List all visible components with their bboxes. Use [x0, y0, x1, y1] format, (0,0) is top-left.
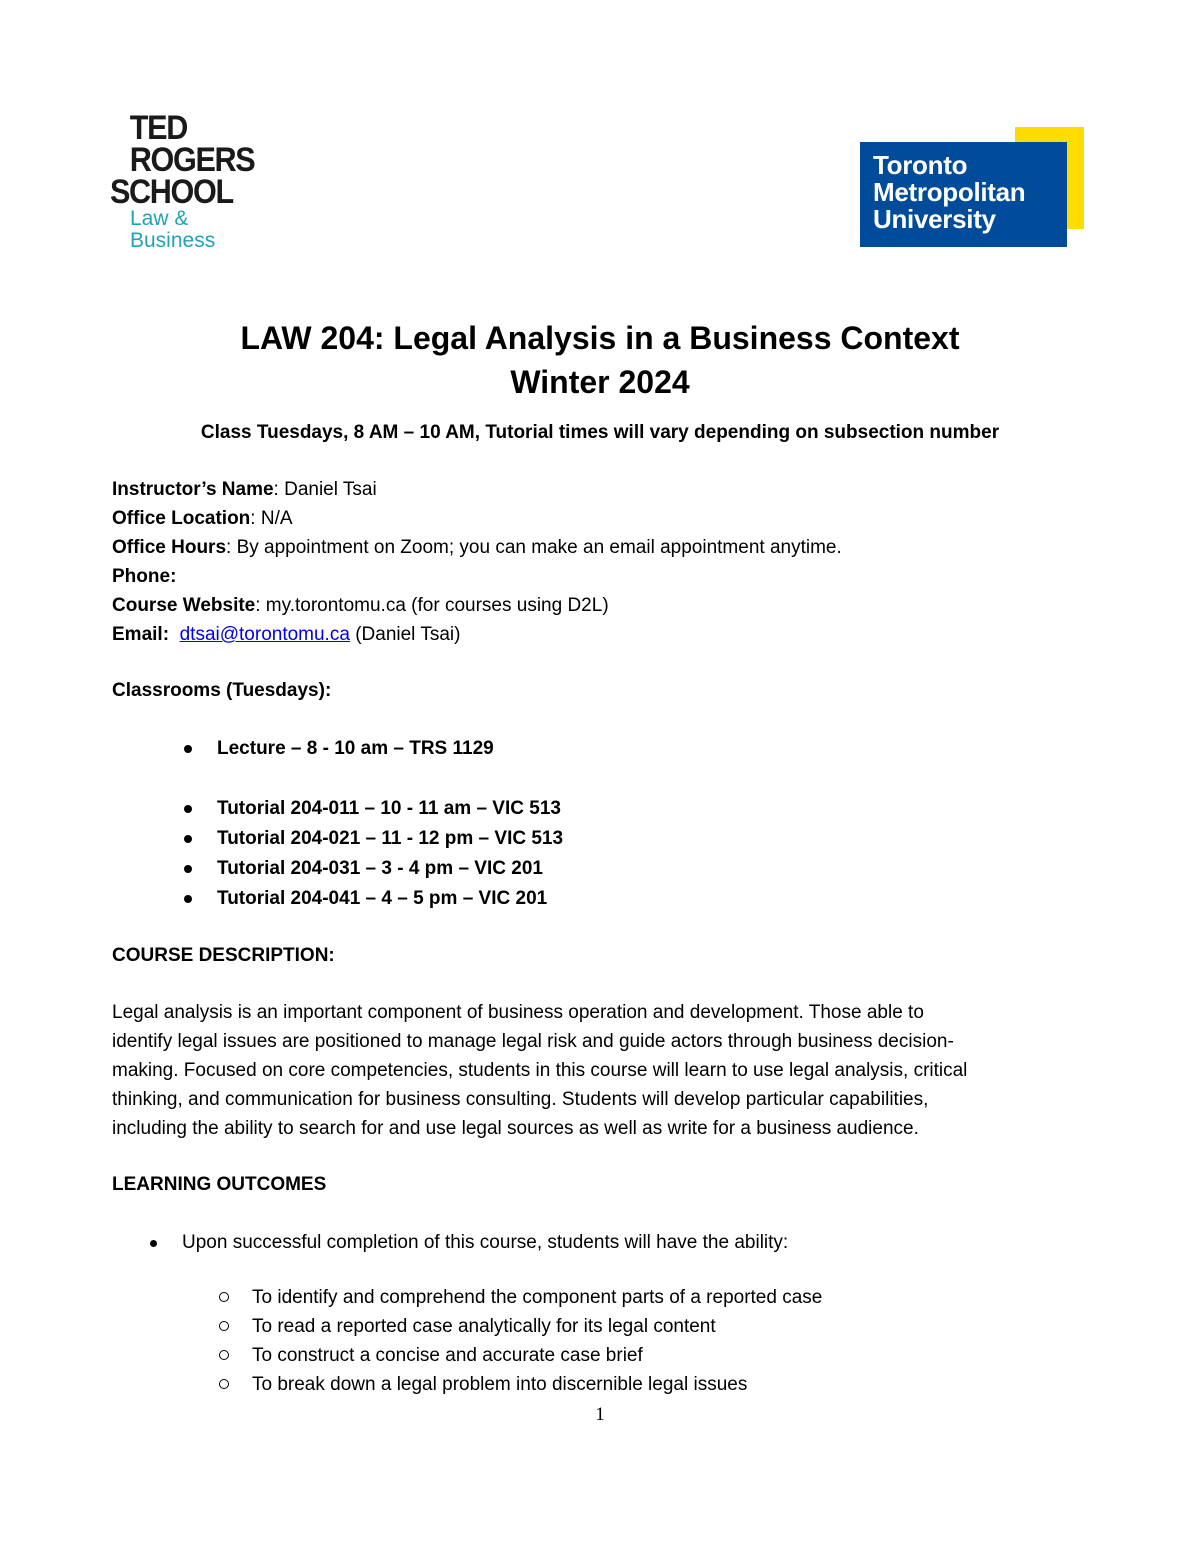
list-item: Tutorial 204-041 – 4 – 5 pm – VIC 201 — [180, 884, 563, 914]
paragraph-line: thinking, and communication for business consulting. Students will develop particular capabilities, — [112, 1089, 929, 1110]
phone-row — [112, 562, 842, 591]
logo-blue-block — [860, 142, 1067, 247]
list-item: To identify and comprehend the component parts of a reported case — [216, 1283, 822, 1312]
lecture-list — [180, 734, 494, 764]
phone-label: Phone — [112, 566, 171, 587]
email-row — [112, 620, 842, 649]
logo-text: Metropolitan — [873, 177, 1026, 207]
logo-text: TED — [129, 109, 187, 147]
course-description-text — [112, 998, 1088, 1143]
logo-text: Business — [130, 229, 216, 252]
email-link[interactable]: dtsai@torontomu.ca — [179, 624, 350, 645]
email-label: Email — [112, 624, 163, 645]
paragraph-line: Legal analysis is an important component of business operation and development. Those able to — [112, 1002, 924, 1023]
paragraph-line: making. Focused on core competencies, students in this course will learn to use legal analysis, critical — [112, 1060, 968, 1081]
ted-rogers-school-logo — [110, 109, 280, 252]
office-hours-value: : By appointment on Zoom; you can make an email appointment anytime. — [226, 537, 842, 558]
learning-outcomes-heading: LEARNING OUTCOMES — [112, 1174, 327, 1195]
course-title: LAW 204: Legal Analysis in a Business Context — [240, 320, 960, 356]
tutorial-list — [180, 794, 563, 914]
instructor-row — [112, 475, 842, 504]
logo-text: ROGERS — [129, 141, 255, 179]
office-hours-label: Office Hours — [112, 537, 227, 558]
class-schedule-line: Class Tuesdays, 8 AM – 10 AM, Tutorial times will vary depending on subsection number — [200, 422, 1000, 443]
list-item: Tutorial 204-031 – 3 - 4 pm – VIC 201 — [180, 854, 563, 884]
paragraph-line: identify legal issues are positioned to manage legal risk and guide actors through business decision- — [112, 1031, 954, 1052]
instructor-info — [112, 475, 842, 649]
office-location-label: Office Location — [112, 508, 251, 529]
office-location-value: : N/A — [250, 508, 293, 529]
office-location-row — [112, 504, 842, 533]
logo-text: Toronto — [873, 150, 968, 180]
instructor-label: Instructor’s Name — [112, 479, 274, 500]
learning-outcomes-list — [216, 1283, 822, 1399]
list-item: To read a reported case analytically for its legal content — [216, 1312, 822, 1341]
phone-value: : — [170, 566, 177, 587]
logo-text: Law & — [130, 207, 189, 230]
logo-text: University — [873, 204, 996, 234]
email-separator: : — [162, 624, 180, 645]
classrooms-heading: Classrooms (Tuesdays): — [112, 680, 332, 701]
list-item: Lecture – 8 - 10 am – TRS 1129 — [180, 734, 494, 764]
course-description-heading: COURSE DESCRIPTION: — [112, 945, 335, 966]
email-after: (Daniel Tsai) — [349, 624, 461, 645]
instructor-value: : Daniel Tsai — [273, 479, 377, 500]
learning-outcomes-intro: Upon successful completion of this course, students will have the ability: — [146, 1228, 788, 1257]
office-hours-row — [112, 533, 842, 562]
logo-text: SCHOOL — [110, 173, 233, 211]
website-label: Course Website — [112, 595, 256, 616]
list-item: To construct a concise and accurate case brief — [216, 1341, 822, 1370]
paragraph-line: including the ability to search for and use legal sources as well as write for a business audience. — [112, 1118, 919, 1139]
page-number: 1 — [595, 1404, 605, 1425]
list-item: Tutorial 204-011 – 10 - 11 am – VIC 513 — [180, 794, 563, 824]
term-title: Winter 2024 — [510, 364, 690, 400]
website-value: : my.torontomu.ca (for courses using D2L) — [255, 595, 609, 616]
tmu-logo — [860, 127, 1084, 247]
list-item: Tutorial 204-021 – 11 - 12 pm – VIC 513 — [180, 824, 563, 854]
website-row — [112, 591, 842, 620]
list-item: To break down a legal problem into discernible legal issues — [216, 1370, 822, 1399]
